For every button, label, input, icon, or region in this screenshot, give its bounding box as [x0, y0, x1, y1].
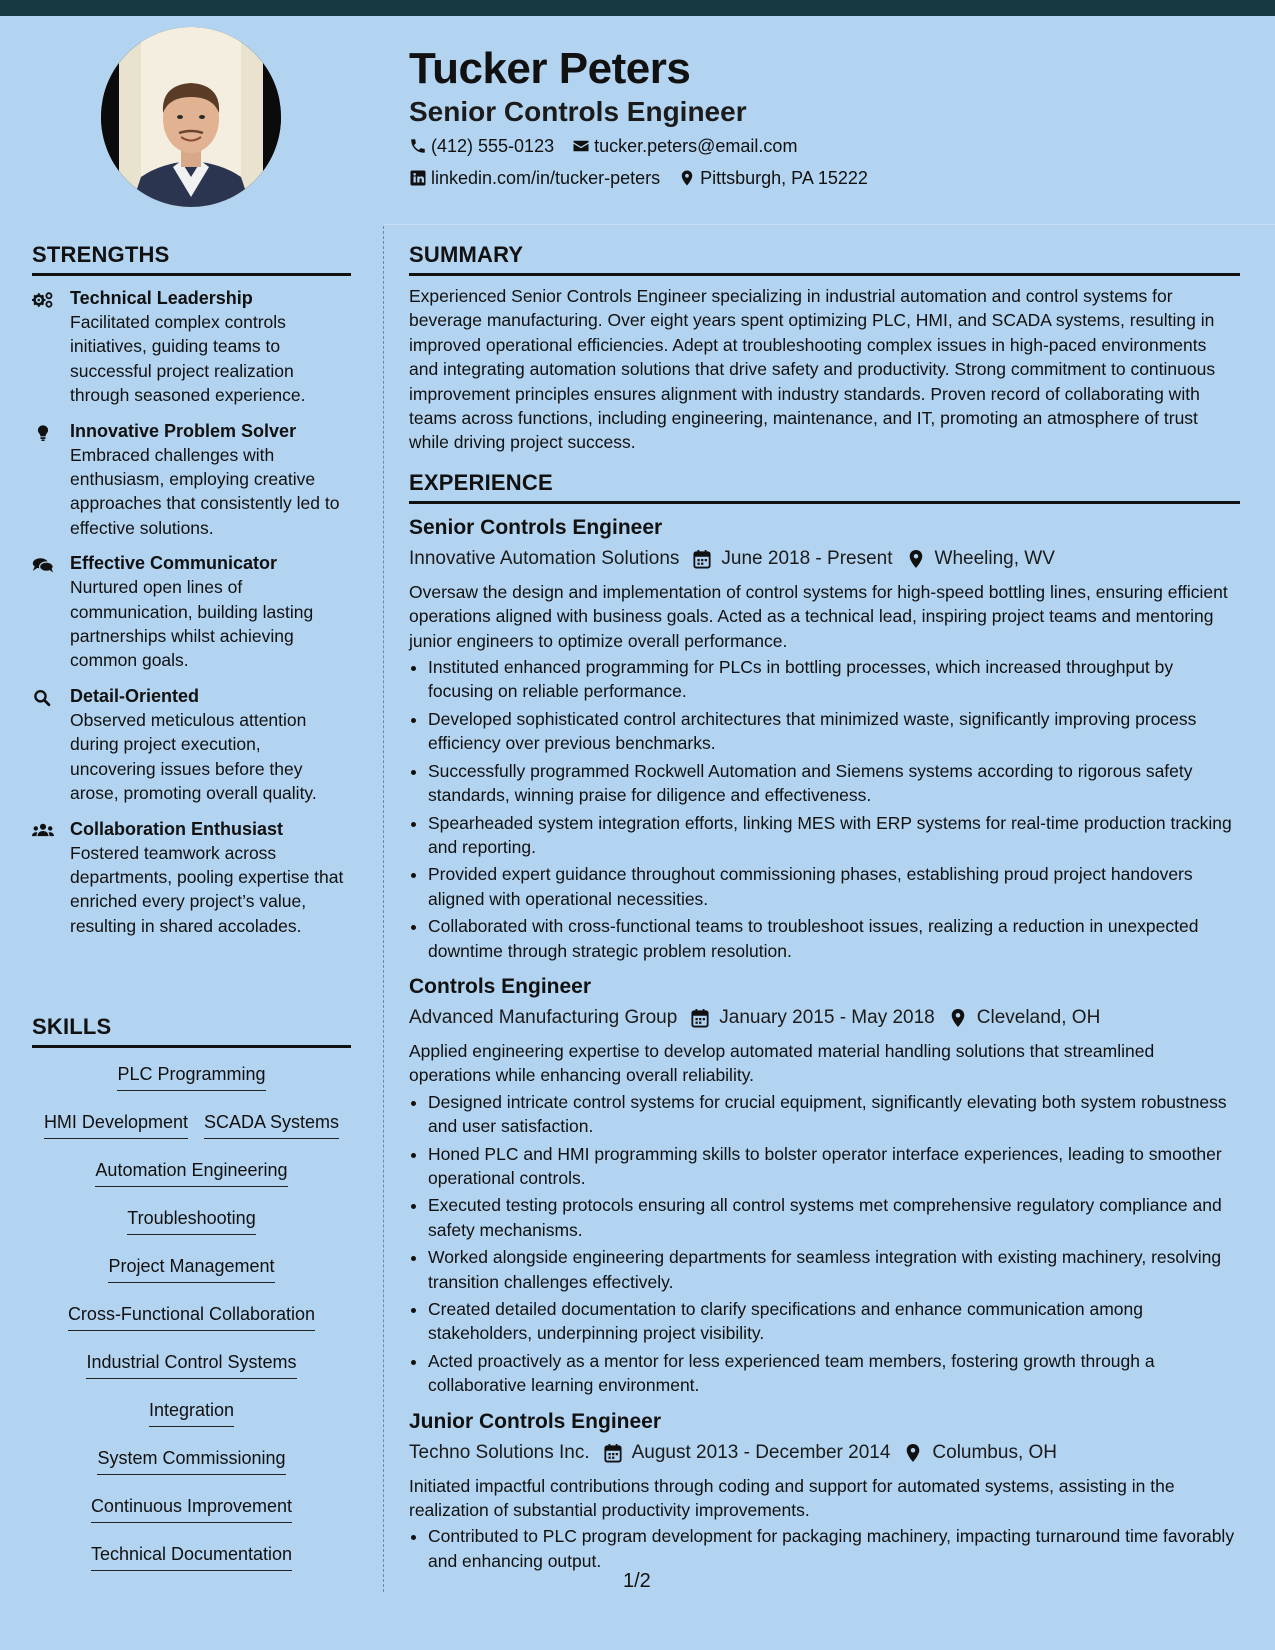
- email-contact[interactable]: [572, 134, 797, 158]
- column-divider: [383, 226, 384, 1592]
- strength-title: Detail-Oriented: [70, 685, 200, 706]
- strengths-section: [32, 241, 351, 949]
- strength-item: [32, 817, 351, 939]
- lightbulb-icon: [32, 424, 54, 442]
- job-bullets: [409, 1524, 1240, 1573]
- job-bullet: • Provided expert guidance throughout commissioning phases, establishing proud project handovers aligned with operational necessities.: [428, 862, 1240, 911]
- job-entry: [409, 514, 1240, 963]
- strength-desc: Facilitated complex controls initiatives, guiding teams to successful project realization through seasoned experience.: [70, 312, 306, 406]
- job-bullet: • Successfully programmed Rockwell Automation and Siemens systems according to rigorous safety standards, winning praise for diligence and effectiveness.: [428, 759, 1240, 808]
- strength-item: [32, 684, 351, 806]
- job-bullet: • Contributed to PLC program development for packaging machinery, impacting turnaround time favorably and enhancing output.: [428, 1524, 1240, 1573]
- job-title: Junior Controls Engineer: [409, 1409, 662, 1433]
- calendar-icon: [693, 549, 711, 569]
- strengths-heading: STRENGTHS: [32, 242, 170, 267]
- strengths-rule: [32, 273, 351, 276]
- job-dates: January 2015 - May 2018: [719, 1006, 935, 1028]
- contact-row-2: [409, 166, 886, 190]
- job-meta: [409, 1440, 1240, 1466]
- strength-title: Effective Communicator: [70, 553, 278, 574]
- summary-section: [409, 241, 1240, 455]
- job-bullet: • Designed intricate control systems for crucial equipment, significantly elevating both system robustness and user satisfaction.: [428, 1090, 1240, 1139]
- job-bullet: • Spearheaded system integration efforts, linking MES with ERP systems for real-time production tracking and reporting.: [428, 811, 1240, 860]
- job-title: Controls Engineer: [409, 974, 592, 998]
- job-bullets: [409, 655, 1240, 963]
- candidate-name: Tucker Peters: [409, 44, 691, 93]
- job-location: Wheeling, WV: [934, 547, 1055, 569]
- job-bullet: • Executed testing protocols ensuring all control systems met comprehensive regulatory compliance and safety mechanisms.: [428, 1193, 1240, 1242]
- company-name: Techno Solutions Inc.: [409, 1441, 590, 1463]
- job-bullet: • Worked alongside engineering departments for seamless integration with existing machinery, resolving transition challenges effectively.: [428, 1245, 1240, 1294]
- strength-item: [32, 286, 351, 408]
- phone-text: (412) 555-0123: [431, 136, 555, 156]
- skill-tag: System Commissioning: [97, 1446, 285, 1475]
- map-pin-icon: [904, 1443, 922, 1463]
- job-bullet: • Developed sophisticated control architectures that minimized waste, significantly improving process efficiency over previous benchmarks.: [428, 707, 1240, 756]
- job-description: Initiated impactful contributions through coding and support for automated systems, assisting in the realization of substantial productivity improvements.: [409, 1475, 1175, 1521]
- job-meta: [409, 1005, 1240, 1031]
- strength-item: [32, 551, 351, 673]
- skills-heading: SKILLS: [32, 1014, 112, 1039]
- top-bar: [0, 0, 1275, 16]
- strength-desc: Nurtured open lines of communication, building lasting partnerships whilst achieving common goals.: [70, 577, 314, 671]
- skill-tag: SCADA Systems: [204, 1110, 339, 1139]
- map-pin-icon: [678, 169, 696, 187]
- job-meta: [409, 546, 1240, 572]
- page-indicator: 1/2: [623, 1570, 651, 1592]
- portrait-image: [101, 27, 281, 207]
- skill-tag: Automation Engineering: [95, 1158, 287, 1187]
- skill-tag: Integration: [149, 1398, 234, 1427]
- header-divider: [384, 224, 1275, 225]
- main-content: [409, 241, 1240, 1576]
- strength-title: Innovative Problem Solver: [70, 420, 297, 441]
- calendar-icon: [691, 1008, 709, 1028]
- experience-heading: EXPERIENCE: [409, 469, 553, 495]
- contact-row-1: [409, 134, 815, 158]
- calendar-icon: [604, 1443, 622, 1463]
- linkedin-contact[interactable]: [409, 166, 660, 190]
- job-bullet: • Created detailed documentation to clarify specifications and enhance communication among stakeholders, underpinning project visibility.: [428, 1297, 1240, 1346]
- company-name: Innovative Automation Solutions: [409, 547, 680, 569]
- skill-tag: Technical Documentation: [91, 1542, 292, 1571]
- skills-list: [32, 1058, 351, 1586]
- phone-icon: [409, 137, 427, 155]
- linkedin-link[interactable]: linkedin.com/in/tucker-peters: [431, 168, 661, 188]
- strength-title: Collaboration Enthusiast: [70, 818, 284, 839]
- job-dates: August 2013 - December 2014: [631, 1441, 891, 1463]
- comments-icon: [32, 556, 54, 574]
- location-text: Pittsburgh, PA 15222: [700, 168, 868, 188]
- skill-tag: Cross-Functional Collaboration: [68, 1302, 315, 1331]
- skills-rule: [32, 1045, 351, 1048]
- map-pin-icon: [949, 1008, 967, 1028]
- experience-rule: [409, 501, 1240, 504]
- summary-rule: [409, 273, 1240, 276]
- strength-title: Technical Leadership: [70, 288, 253, 308]
- email-link[interactable]: tucker.peters@email.com: [594, 136, 798, 156]
- job-location: Cleveland, OH: [976, 1006, 1101, 1028]
- skill-tag: Continuous Improvement: [91, 1494, 292, 1523]
- summary-heading: SUMMARY: [409, 242, 524, 267]
- job-bullet: • Acted proactively as a mentor for less experienced team members, fostering growth through a collaborative learning environment.: [428, 1349, 1240, 1398]
- strength-desc: Fostered teamwork across departments, pooling expertise that enriched every project’s value, resulting in shared accolades.: [70, 842, 344, 936]
- job-bullet: • Honed PLC and HMI programming skills to bolster operator interface experiences, leading to smoother operational controls.: [428, 1142, 1240, 1191]
- strengths-list: [32, 286, 351, 938]
- strength-item: [32, 419, 351, 541]
- job-entry: [409, 973, 1240, 1398]
- strength-desc: Embraced challenges with enthusiasm, employing creative approaches that consistently led to effective solutions.: [70, 444, 340, 538]
- skills-section: [32, 1013, 351, 1586]
- job-bullet: • Collaborated with cross-functional teams to troubleshoot issues, realizing a reduction in unexpected downtime through strategic problem resolution.: [428, 914, 1240, 963]
- skill-tag: Industrial Control Systems: [86, 1350, 296, 1379]
- skill-tag: PLC Programming: [117, 1062, 265, 1091]
- job-description: Oversaw the design and implementation of control systems for high-speed bottling lines, ensuring efficient operations aligned with business goals. Acted as a technical lead, inspiring project teams and mentoring junior engineers to optimize overall performance.: [409, 581, 1228, 651]
- gears-icon: [32, 291, 54, 309]
- company-name: Advanced Manufacturing Group: [409, 1006, 678, 1028]
- skill-tag: Project Management: [108, 1254, 274, 1283]
- job-bullets: [409, 1090, 1240, 1398]
- job-description: Applied engineering expertise to develop automated material handling solutions that streamlined operations while enhancing overall reliability.: [409, 1040, 1155, 1086]
- map-pin-icon: [907, 549, 925, 569]
- job-dates: June 2018 - Present: [721, 547, 893, 569]
- experience-section: [409, 469, 1240, 1573]
- skill-tag: HMI Development: [44, 1110, 188, 1139]
- summary-text: Experienced Senior Controls Engineer specializing in industrial automation and control systems for beverage manufacturing. Over eight years spent optimizing PLC, HMI, and SCADA systems, resulting in improved operational efficiencies. Adept at troubleshooting complex issues in high-paced environments and integrating automation solutions that drive safety and productivity. Strong commitment to continuous improvement principles ensures alignment with industry standards. Proven record of collaborating with teams across functions, including engineering, maintenance, and IT, promoting an atmosphere of trust while driving project success.: [409, 286, 1216, 453]
- job-location: Columbus, OH: [932, 1441, 1058, 1463]
- strength-desc: Observed meticulous attention during project execution, uncovering issues before they arose, promoting overall quality.: [70, 709, 317, 804]
- phone-contact: [409, 134, 554, 158]
- linkedin-icon: [409, 169, 427, 187]
- profile-photo: [101, 27, 281, 207]
- candidate-title: Senior Controls Engineer: [409, 96, 747, 127]
- search-icon: [32, 689, 54, 707]
- job-title: Senior Controls Engineer: [409, 515, 663, 539]
- job-bullet: • Instituted enhanced programming for PLCs in bottling processes, which increased throughput by focusing on reliable performance.: [428, 655, 1240, 704]
- skill-tag: Troubleshooting: [127, 1206, 255, 1235]
- location-contact: [678, 166, 868, 190]
- envelope-icon: [572, 137, 590, 155]
- users-icon: [32, 822, 54, 840]
- job-entry: [409, 1408, 1240, 1574]
